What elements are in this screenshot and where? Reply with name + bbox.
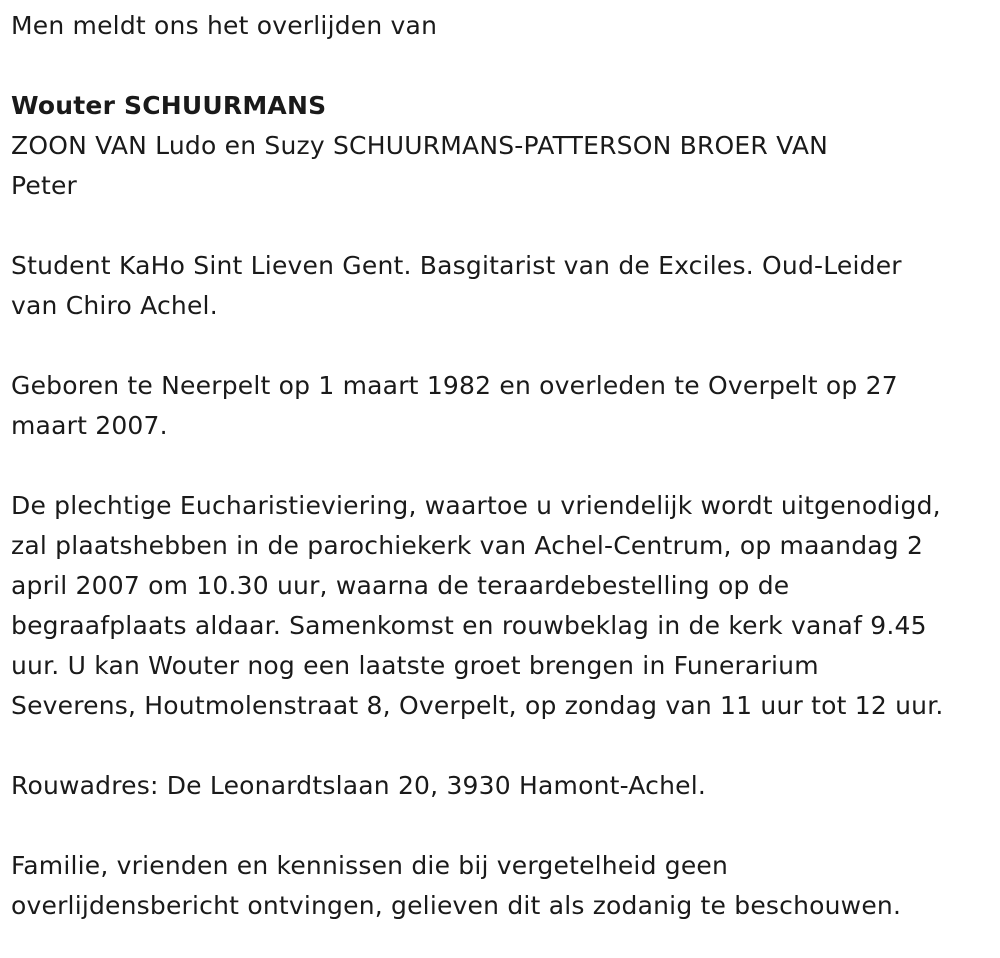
relations-line: ZOON VAN Ludo en Suzy SCHUURMANS-PATTERSON BROER VAN	[11, 131, 829, 160]
paragraph-line: maart 2007.	[11, 411, 168, 440]
paragraph-line: begraafplaats aldaar. Samenkomst en rouwbeklag in de kerk vanaf 9.45	[11, 611, 927, 640]
paragraph-line: zal plaatshebben in de parochiekerk van Achel-Centrum, op maandag 2	[11, 531, 924, 560]
notice-intro: Men meldt ons het overlijden van	[11, 11, 438, 40]
paragraph-line: Geboren te Neerpelt op 1 maart 1982 en overleden te Overpelt op 27	[11, 371, 898, 400]
paragraph-line: Student KaHo Sint Lieven Gent. Basgitarist van de Exciles. Oud-Leider	[11, 251, 902, 280]
spacer	[11, 806, 993, 846]
spacer	[11, 206, 993, 246]
paragraph-line: De plechtige Eucharistieviering, waartoe u vriendelijk wordt uitgenodigd,	[11, 491, 941, 520]
paragraph-line: van Chiro Achel.	[11, 291, 218, 320]
occupation-paragraph	[11, 246, 993, 326]
paragraph-line: uur. U kan Wouter nog een laatste groet brengen in Funerarium	[11, 651, 819, 680]
paragraph-line: overlijdensbericht ontvingen, gelieven dit als zodanig te beschouwen.	[11, 891, 902, 920]
relations-line: Peter	[11, 171, 78, 200]
spacer	[11, 726, 993, 766]
paragraph-line: Familie, vrienden en kennissen die bij vergetelheid geen	[11, 851, 729, 880]
mourning-address: Rouwadres: De Leonardtslaan 20, 3930 Hamont-Achel.	[11, 771, 707, 800]
obituary-notice	[11, 0, 993, 926]
ceremony-paragraph	[11, 486, 993, 726]
spacer	[11, 446, 993, 486]
deceased-name: Wouter SCHUURMANS	[11, 91, 327, 120]
paragraph-line: april 2007 om 10.30 uur, waarna de teraardebestelling op de	[11, 571, 790, 600]
spacer	[11, 46, 993, 86]
spacer	[11, 326, 993, 366]
paragraph-line: Severens, Houtmolenstraat 8, Overpelt, op zondag van 11 uur tot 12 uur.	[11, 691, 944, 720]
closing-paragraph	[11, 846, 993, 926]
birth-death-paragraph	[11, 366, 993, 446]
